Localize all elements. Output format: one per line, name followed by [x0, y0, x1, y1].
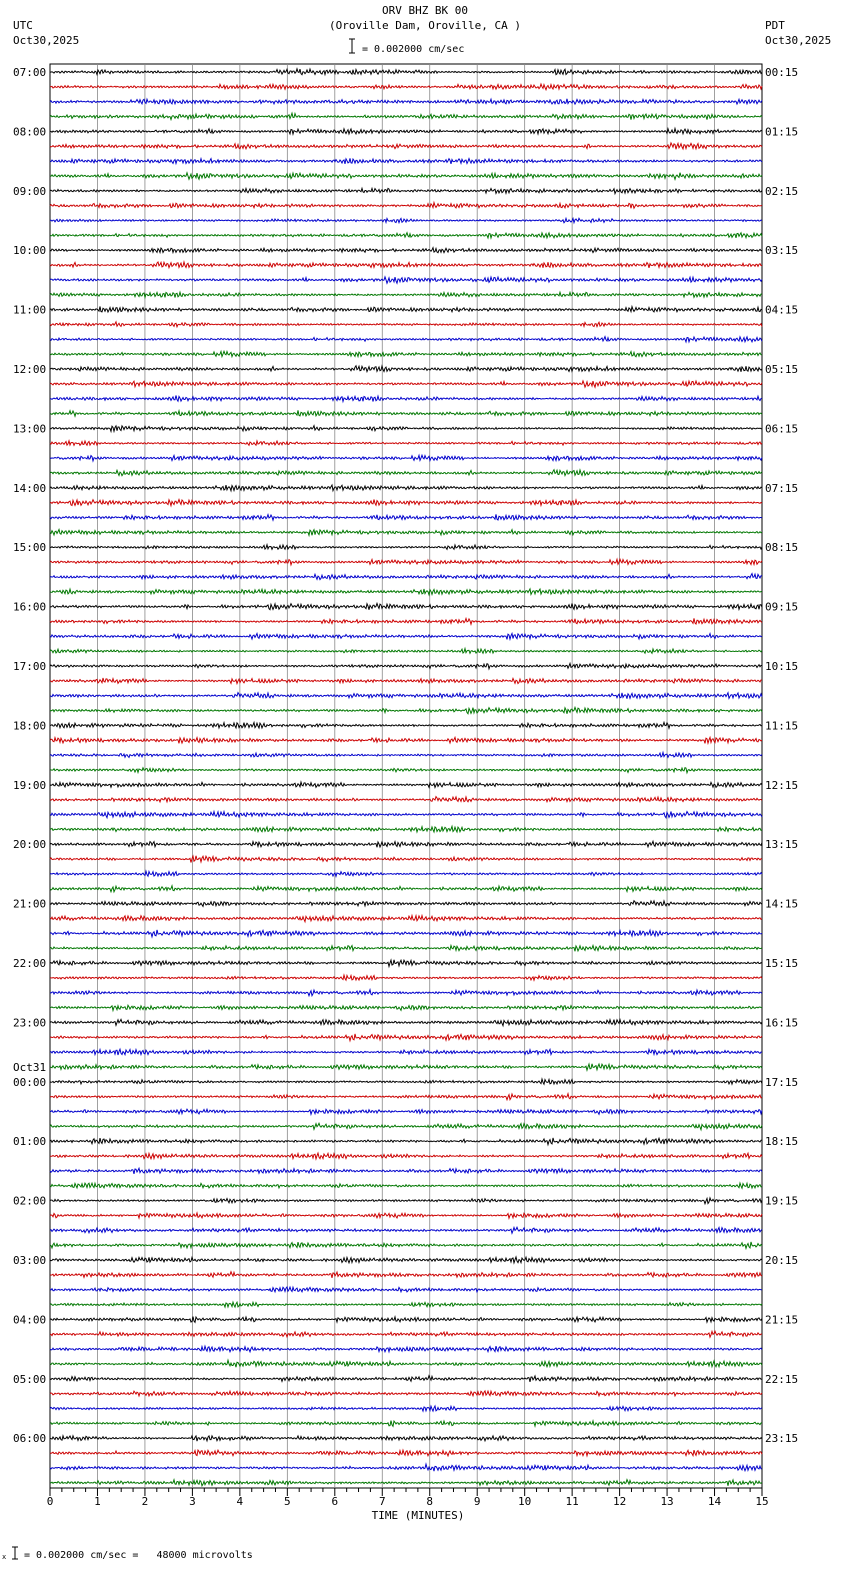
seismic-trace [50, 545, 762, 550]
seismic-trace [50, 975, 762, 980]
seismic-trace [50, 930, 762, 937]
seismic-trace [50, 649, 762, 654]
seismic-trace [50, 1005, 762, 1010]
seismic-trace [50, 1123, 762, 1129]
pdt-hour-label: 04:15 [765, 303, 799, 317]
pdt-hour-label: 19:15 [765, 1194, 799, 1208]
seismic-trace [50, 990, 762, 996]
x-tick-label: 7 [378, 1495, 386, 1508]
utc-hour-label: 02:00 [13, 1194, 47, 1208]
seismic-trace [50, 768, 762, 773]
x-tick-label: 2 [141, 1495, 149, 1508]
seismic-trace [50, 277, 762, 283]
utc-hour-label: 17:00 [13, 660, 47, 673]
x-tick-label: 15 [755, 1495, 769, 1508]
footer-scale-note: = 0.002000 cm/sec = 48000 microvolts [24, 1550, 253, 1561]
x-tick-label: 1 [94, 1495, 101, 1508]
seismic-trace [50, 1421, 762, 1427]
x-tick-label: 6 [331, 1495, 339, 1508]
seismic-trace [50, 366, 762, 372]
x-tick-label: 14 [707, 1495, 722, 1508]
seismic-trace [50, 916, 762, 922]
seismic-trace [50, 1242, 762, 1249]
seismic-trace [50, 262, 762, 268]
seismic-trace [50, 1153, 762, 1159]
date-break-label: Oct31 [13, 1061, 47, 1074]
seismic-trace [50, 188, 762, 193]
footer-scale-icon [2, 1545, 22, 1561]
seismic-trace [50, 782, 762, 787]
seismic-trace [50, 1019, 762, 1025]
utc-hour-label: 05:00 [13, 1372, 47, 1386]
seismic-trace [50, 1480, 762, 1486]
utc-hour-label: 09:00 [13, 184, 47, 198]
pdt-hour-label: 12:15 [765, 778, 799, 792]
seismic-trace [50, 530, 762, 536]
utc-hour-label: 22:00 [13, 957, 47, 970]
utc-hour-label: 14:00 [13, 481, 47, 495]
x-tick-label: 0 [46, 1495, 54, 1508]
pdt-hour-label: 23:15 [765, 1432, 799, 1446]
seismic-trace [50, 158, 762, 164]
seismic-trace [50, 1168, 762, 1174]
seismic-trace [50, 203, 762, 209]
x-axis-label: TIME (MINUTES) [371, 1509, 465, 1522]
seismic-trace [50, 410, 762, 416]
seismic-trace [50, 1391, 762, 1396]
x-tick-label: 5 [284, 1495, 291, 1508]
pdt-hour-label: 07:15 [765, 481, 799, 495]
seismic-trace [50, 856, 762, 863]
seismic-trace [50, 1079, 762, 1084]
seismic-trace [50, 812, 762, 818]
seismic-trace [50, 1213, 762, 1218]
left-date: Oct30,2025 [13, 34, 80, 47]
seismic-trace [50, 233, 762, 238]
seismic-trace [50, 960, 762, 967]
x-tick-label: 3 [189, 1495, 196, 1508]
seismic-trace [50, 707, 762, 713]
pdt-hour-label: 21:15 [765, 1313, 799, 1327]
seismic-trace [50, 1138, 762, 1145]
utc-hour-label: 15:00 [13, 541, 47, 555]
seismic-trace [50, 1360, 762, 1367]
seismic-trace [50, 99, 762, 104]
seismic-trace [50, 218, 762, 222]
seismic-trace [50, 337, 762, 342]
utc-hour-label: 04:00 [13, 1313, 47, 1327]
seismic-trace [50, 441, 762, 446]
x-tick-label: 10 [518, 1495, 532, 1508]
seismic-trace [50, 426, 762, 432]
pdt-hour-label: 11:15 [765, 719, 799, 733]
pdt-hour-label: 16:15 [765, 1016, 799, 1030]
station-location: (Oroville Dam, Oroville, CA ) [328, 19, 522, 32]
seismic-trace [50, 500, 762, 506]
seismic-trace [50, 248, 762, 253]
seismic-trace [50, 722, 762, 728]
seismic-trace [50, 84, 762, 90]
x-tick-label: 9 [473, 1495, 481, 1508]
seismic-trace [50, 173, 762, 180]
seismic-trace [50, 841, 762, 847]
seismic-trace [50, 143, 762, 149]
seismic-trace [50, 113, 762, 120]
utc-hour-label: 13:00 [13, 422, 47, 436]
utc-hour-label: 19:00 [13, 778, 47, 792]
utc-hour-label: 00:00 [13, 1075, 47, 1089]
seismic-trace [50, 1183, 762, 1188]
seismic-trace [50, 381, 762, 387]
pdt-hour-label: 17:15 [765, 1075, 799, 1089]
seismic-trace [50, 455, 762, 461]
x-tick-label: 13 [660, 1495, 674, 1508]
seismic-trace [50, 485, 762, 491]
pdt-hour-label: 01:15 [765, 125, 799, 139]
station-title: ORV BHZ BK 00 [381, 4, 469, 17]
pdt-hour-label: 06:15 [765, 422, 799, 436]
scale-label: = 0.002000 cm/sec [362, 44, 465, 55]
utc-hour-label: 06:00 [13, 1432, 47, 1446]
seismic-trace [50, 753, 762, 758]
utc-hour-label: 21:00 [13, 897, 47, 911]
seismic-trace [50, 1406, 762, 1411]
seismic-trace [50, 322, 762, 327]
seismic-trace [50, 678, 762, 684]
seismic-trace [50, 1034, 762, 1041]
seismic-trace [50, 1346, 762, 1352]
seismic-trace [50, 307, 762, 313]
seismic-trace [50, 1227, 762, 1233]
seismic-trace [50, 396, 762, 402]
seismic-trace [50, 1287, 762, 1292]
pdt-hour-label: 18:15 [765, 1135, 799, 1149]
utc-hour-label: 08:00 [13, 125, 47, 139]
seismic-trace [50, 1436, 762, 1441]
utc-hour-label: 11:00 [13, 303, 47, 317]
utc-hour-label: 01:00 [13, 1135, 47, 1149]
pdt-hour-label: 00:15 [765, 66, 799, 79]
utc-hour-label: 07:00 [13, 66, 47, 79]
seismic-trace [50, 1331, 762, 1337]
utc-hour-label: 10:00 [13, 244, 47, 258]
utc-hour-label: 12:00 [13, 363, 47, 376]
x-tick-label: 11 [565, 1495, 579, 1508]
seismic-trace [50, 663, 762, 668]
utc-hour-label: 03:00 [13, 1254, 47, 1267]
utc-hour-label: 18:00 [13, 719, 47, 733]
left-timezone: UTC [13, 19, 33, 32]
x-tick-label: 12 [612, 1495, 627, 1508]
seismic-trace [50, 514, 762, 520]
seismic-trace [50, 351, 762, 356]
seismic-trace [50, 1376, 762, 1382]
pdt-hour-label: 13:15 [765, 838, 799, 852]
pdt-hour-label: 14:15 [765, 897, 799, 911]
seismic-trace [50, 589, 762, 595]
seismic-trace [50, 292, 762, 297]
seismic-trace [50, 634, 762, 640]
pdt-hour-label: 08:15 [765, 541, 799, 555]
seismic-trace [50, 1272, 762, 1278]
seismic-trace [50, 1317, 762, 1323]
seismic-trace [50, 603, 762, 609]
seismic-trace [50, 1198, 762, 1204]
pdt-hour-label: 22:15 [765, 1372, 799, 1386]
seismic-trace [50, 618, 762, 624]
right-timezone: PDT [765, 19, 785, 32]
pdt-hour-label: 15:15 [765, 957, 799, 970]
seismic-trace [50, 559, 762, 565]
seismic-trace [50, 1109, 762, 1114]
seismic-trace [50, 1450, 762, 1456]
x-tick-label: 4 [236, 1495, 244, 1508]
right-date: Oct30,2025 [765, 34, 832, 47]
pdt-hour-label: 02:15 [765, 184, 799, 198]
seismic-trace [50, 574, 762, 580]
utc-hour-label: 23:00 [13, 1016, 47, 1030]
utc-hour-label: 16:00 [13, 600, 47, 614]
x-tick-label: 8 [426, 1495, 434, 1508]
seismic-trace [50, 1064, 762, 1070]
pdt-hour-label: 05:15 [765, 363, 799, 376]
seismic-trace [50, 797, 762, 802]
seismic-trace [50, 737, 762, 743]
seismic-trace [50, 470, 762, 476]
seismic-trace [50, 901, 762, 907]
seismic-trace [50, 693, 762, 699]
pdt-hour-label: 10:15 [765, 660, 799, 673]
svg-text:x: x [2, 1553, 7, 1561]
seismic-trace [50, 886, 762, 892]
seismic-trace [50, 1464, 762, 1471]
seismic-trace [50, 1257, 762, 1263]
seismic-trace [50, 826, 762, 832]
pdt-hour-label: 20:15 [765, 1254, 799, 1267]
seismic-trace [50, 129, 762, 135]
seismic-trace [50, 1094, 762, 1100]
seismic-trace [50, 1049, 762, 1055]
utc-hour-label: 20:00 [13, 838, 47, 852]
seismic-trace [50, 1302, 762, 1307]
pdt-hour-label: 03:15 [765, 244, 799, 258]
seismic-trace [50, 871, 762, 876]
seismic-trace [50, 946, 762, 952]
pdt-hour-label: 09:15 [765, 600, 799, 614]
seismic-trace [50, 69, 762, 75]
